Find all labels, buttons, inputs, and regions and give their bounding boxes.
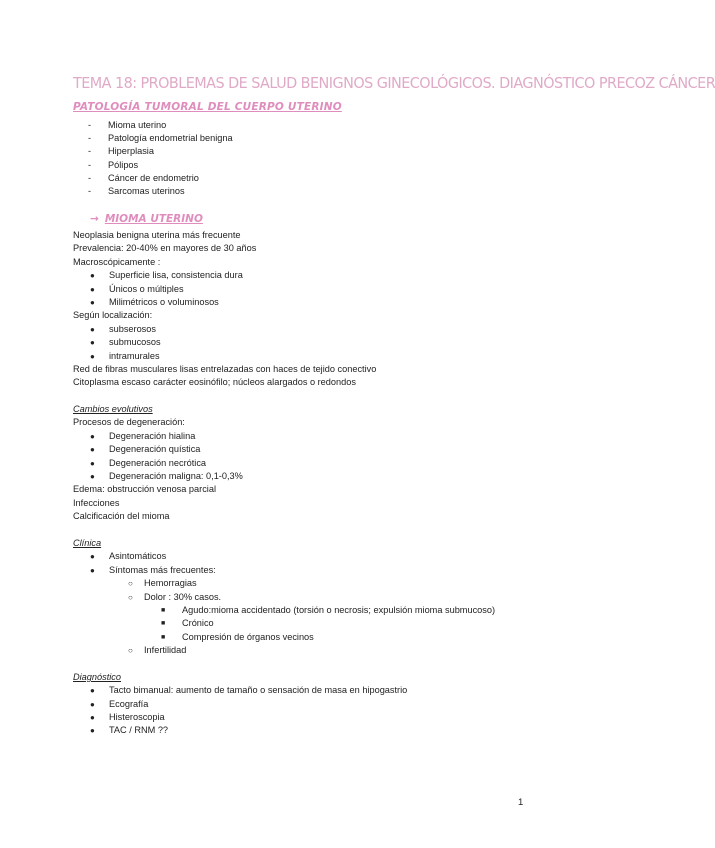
list-item: ● Ecografía bbox=[73, 698, 593, 711]
bullet-icon: ● bbox=[90, 284, 95, 294]
list-item: ■ Compresión de órganos vecinos bbox=[73, 631, 593, 644]
dash-marker: - bbox=[88, 146, 92, 157]
dash-marker: - bbox=[88, 159, 92, 170]
list-item: ● subserosos bbox=[73, 323, 593, 336]
section-title: PATOLOGÍA TUMORAL DEL CUERPO UTERINO bbox=[73, 101, 342, 113]
list-item: ● Degeneración maligna: 0,1-0,3% bbox=[73, 470, 593, 483]
bullet-icon: ● bbox=[90, 713, 95, 723]
bullet-icon: ● bbox=[90, 472, 95, 482]
clinica-heading: Clínica bbox=[73, 537, 102, 548]
bullet-icon: ● bbox=[90, 431, 95, 441]
list-item: ■ Crónico bbox=[73, 617, 593, 630]
subsection-heading: → MIOMA UTERINO bbox=[90, 213, 203, 225]
bullet-icon: ● bbox=[90, 338, 95, 348]
bullet-icon: ● bbox=[90, 699, 95, 709]
circle-bullet-icon: ○ bbox=[128, 579, 133, 589]
circle-bullet-icon: ○ bbox=[128, 592, 133, 602]
page-number: 1 bbox=[518, 797, 524, 808]
dash-marker: - bbox=[88, 172, 92, 183]
list-item: ● Únicos o múltiples bbox=[73, 283, 593, 296]
list-item: ○ Dolor : 30% casos. bbox=[73, 591, 593, 604]
list-item: ● Degeneración necrótica bbox=[73, 457, 593, 470]
list-item: - Patología endometrial benigna bbox=[88, 132, 233, 145]
circle-bullet-icon: ○ bbox=[128, 646, 133, 656]
square-bullet-icon: ■ bbox=[161, 606, 166, 614]
list-item: - Pólipos bbox=[88, 159, 233, 172]
list-item: - Mioma uterino bbox=[88, 119, 233, 132]
list-item: ● intramurales bbox=[73, 350, 593, 363]
square-bullet-icon: ■ bbox=[161, 620, 166, 628]
list-item: ○ Hemorragias bbox=[73, 577, 593, 590]
list-item: ● submucosos bbox=[73, 336, 593, 349]
document-title: TEMA 18: PROBLEMAS DE SALUD BENIGNOS GINECOLÓGICOS. DIAGNÓSTICO PRECOZ CÁNCER bbox=[73, 74, 715, 92]
bullet-icon: ● bbox=[90, 297, 95, 307]
list-item: ● Superficie lisa, consistencia dura bbox=[73, 269, 593, 282]
dash-marker: - bbox=[88, 133, 92, 144]
cambios-heading: Cambios evolutivos bbox=[73, 404, 153, 415]
dash-list bbox=[88, 119, 233, 198]
list-item: - Sarcomas uterinos bbox=[88, 185, 233, 198]
bullet-icon: ● bbox=[90, 445, 95, 455]
square-bullet-icon: ■ bbox=[161, 633, 166, 641]
bullet-icon: ● bbox=[90, 271, 95, 281]
list-item: ● Milimétricos o voluminosos bbox=[73, 296, 593, 309]
list-item: ● Tacto bimanual: aumento de tamaño o sensación de masa en hipogastrio bbox=[73, 684, 593, 697]
bullet-icon: ● bbox=[90, 351, 95, 361]
list-item: ● Degeneración hialina bbox=[73, 430, 593, 443]
list-item: ● TAC / RNM ?? bbox=[73, 724, 593, 737]
bullet-icon: ● bbox=[90, 458, 95, 468]
list-item: ● Asintomáticos bbox=[73, 550, 593, 563]
list-item: ● Síntomas más frecuentes: bbox=[73, 564, 593, 577]
list-item: ● Histeroscopia bbox=[73, 711, 593, 724]
bullet-icon: ● bbox=[90, 324, 95, 334]
list-item: - Hiperplasia bbox=[88, 145, 233, 158]
mioma-content: Neoplasia benigna uterina más frecuente Prevalencia: 20-40% en mayores de 30 años Macroscópicamente : ● Superficie lisa, consistencia dura ● Únicos o múltiples ● Milimétricos o voluminosos Según localización: ● subserosos ● submucosos ● intramurales Red de fibras musculares lisas entrelazadas con haces de tejido conectivo Citoplasma escaso carácter eosinófilo; núcleos alargados o redondos Cambios evolutivos Procesos de degeneración: ● Degeneración hialina ● Degeneración quística ● Degeneración necrótica ● Degeneración maligna: 0,1-0,3% Edema: obstrucción venosa parcial Infecciones Calcificación del mioma Clínica ● Asintomáticos ● Síntomas más frecuentes: ○ Hemorragias ○ Dolor : 30% casos. ■ Agudo:mioma accidentado (torsión o necrosis; expulsión mioma submucoso) ■ Crónico ■ Compresión de órganos vecinos ○ Infertilidad Diagnóstico ● Tacto bimanual: aumento de tamaño o sensación de masa en hipogastrio ● Ecografía ● Histeroscopia ● TAC / RNM ?? bbox=[73, 229, 593, 738]
arrow-right-icon: → bbox=[90, 213, 99, 225]
bullet-icon: ● bbox=[90, 565, 95, 575]
diagnostico-heading: Diagnóstico bbox=[73, 671, 122, 682]
bullet-icon: ● bbox=[90, 552, 95, 562]
bullet-icon: ● bbox=[90, 686, 95, 696]
bullet-icon: ● bbox=[90, 726, 95, 736]
dash-marker: - bbox=[88, 186, 92, 197]
list-item: ● Degeneración quística bbox=[73, 443, 593, 456]
list-item: ○ Infertilidad bbox=[73, 644, 593, 657]
list-item: ■ Agudo:mioma accidentado (torsión o necrosis; expulsión mioma submucoso) bbox=[73, 604, 593, 617]
list-item: - Cáncer de endometrio bbox=[88, 172, 233, 185]
dash-marker: - bbox=[88, 120, 92, 130]
